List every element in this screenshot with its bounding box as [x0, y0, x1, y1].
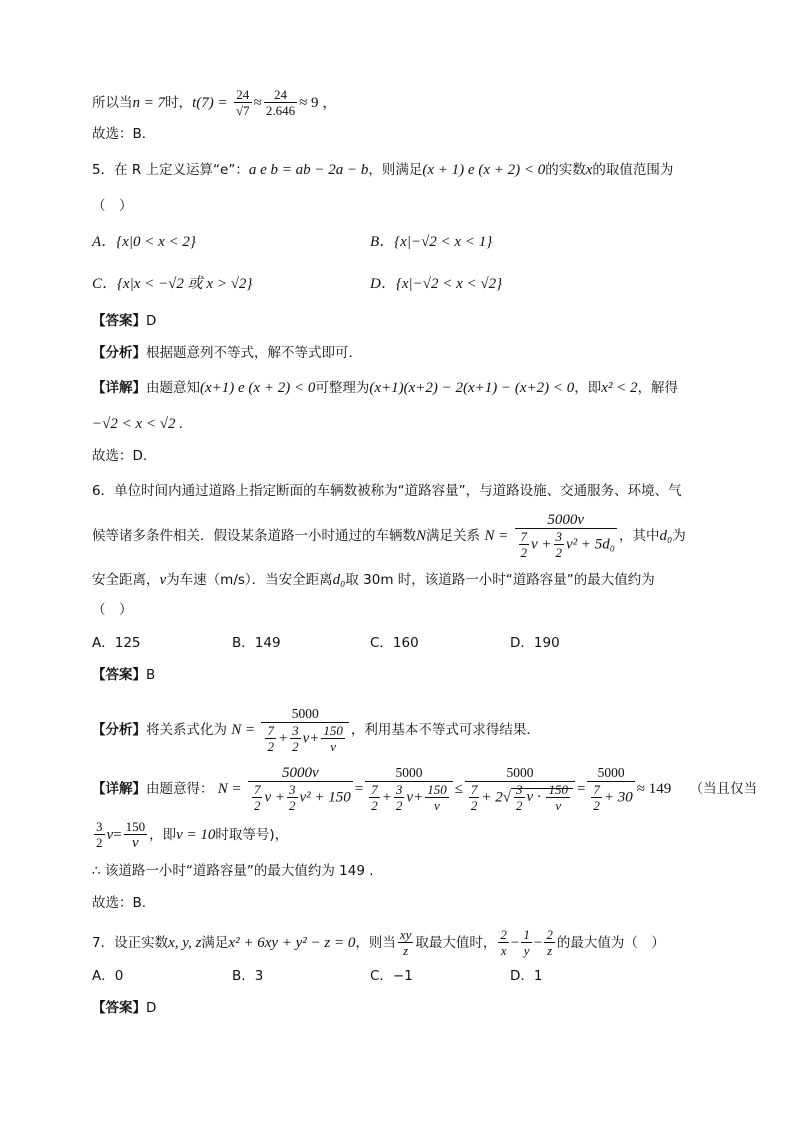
q7-option-b[interactable]: B．3 [232, 968, 264, 984]
q5-choose: 故选：D. [92, 448, 148, 464]
q6-stem-2: 候等诸多条件相关．假设某条道路一小时通过的车辆数N满足关系 N = 5000v $\frac{7}{2}$ v + $\frac{3}{2}$ v² + 5d₀ ，其中d₀为 [92, 512, 686, 560]
choose-line: 故选：B． [92, 126, 156, 142]
q6-option-d[interactable]: D．190 [510, 635, 560, 651]
q6-therefore: ∴ 该道路一小时“道路容量”的最大值约为 149 . [92, 863, 374, 879]
q7-answer: 【答案】D [92, 1000, 157, 1016]
q6-analysis: 【分析】将关系式化为 N = 5000 $\frac{7}{2}$ + $\frac{3}{2}$ v+ $\frac{150}{v}$ ，利用基本不等式可求得结果． [92, 706, 540, 754]
solution-line-t7 [92, 88, 337, 118]
analysis-formula: 5000 $\frac{7}{2}$ + $\frac{3}{2}$ v+ $\frac{150}{v}$ [261, 706, 348, 754]
detail-frac-3: 5000 $\frac{7}{2}$ + 2√ $\frac{3}{2}$ v · $\frac{150}{v}$ [465, 765, 575, 813]
q5-detail: 【详解】由题意知(x+1) e (x + 2) < 0可整理为(x+1)(x+2) − 2(x+1) − (x+2) < 0，即x² < 2，解得 [92, 380, 679, 396]
q6-answer: 【答案】B [92, 667, 156, 683]
q6-option-b[interactable]: B．149 [232, 635, 281, 651]
math: ≈ [253, 95, 262, 111]
detail-frac-4: 5000 $\frac{7}{2}$ + 30 [587, 765, 634, 813]
q7-option-d[interactable]: D．1 [510, 968, 543, 984]
detail-frac-1: 5000v $\frac{7}{2}$ v + $\frac{3}{2}$ v² + 150 [248, 765, 353, 813]
q7-option-a[interactable]: A．0 [92, 968, 124, 984]
q5-analysis: 【分析】根据题意列不等式，解不等式即可． [92, 345, 362, 361]
q5-option-d[interactable]: D．{x|−√2 < x < √2} [370, 276, 503, 292]
math: n = 7 [132, 95, 166, 111]
fraction: $\frac{24}{√7}$ [235, 87, 250, 118]
capacity-formula: 5000v $\frac{7}{2}$ v + $\frac{3}{2}$ v² + 5d₀ [515, 512, 618, 560]
q5-option-c[interactable]: C．{x|x < −√2 或 x > √2} [92, 276, 253, 292]
q6-stem-3: 安全距离，v为车速（m/s）．当安全距离d₀取 30m 时，该道路一小时“道路容量”的最大值约为 [92, 572, 655, 588]
q6-detail-cont: $\frac{3}{2}$ v= $\frac{150}{v}$ ，即v = 10时取等号)， [96, 819, 289, 851]
q5-detail-result: −√2 < x < √2 . [92, 416, 183, 432]
detail-frac-2: 5000 $\frac{7}{2}$ + $\frac{3}{2}$ v+ $\frac{150}{v}$ [365, 765, 452, 813]
q6-stem-1: 6．单位时间内通过道路上指定断面的车辆数被称为“道路容量”，与道路设施、交通服务、环境、气 [92, 483, 682, 499]
q5-stem: 5．在 R 上定义运算“e”：a e b = ab − 2a − b，则满足(x + 1) e (x + 2) < 0的实数x的取值范围为 [92, 162, 674, 178]
q5-option-b[interactable]: B．{x|−√2 < x < 1} [370, 234, 493, 250]
math: t(7) = [192, 95, 228, 111]
q5-answer: 【答案】D [92, 313, 157, 329]
q6-paren: （ ） [92, 602, 133, 618]
text: 所以当 [92, 95, 133, 111]
math: ≈ 9 ， [299, 95, 338, 111]
q5-paren: （ ） [92, 198, 133, 214]
q6-detail: 【详解】由题意得： N = 5000v $\frac{7}{2}$ v + $\frac{3}{2}$ v² + 150 = 5000 $\frac{7}{2}$ + $\frac{3}{2}$ v+ $\frac{150}{v}$ ≤ 5000 $\frac{7}{2}$ + 2√ $\frac{3}{2}$ v · $\frac{150}{v}$ = 5000 $\frac{7}{2}$ + 30 ≈ 149 （当且仅当 [92, 765, 758, 813]
q6-choose: 故选：B. [92, 895, 147, 911]
q7-option-c[interactable]: C．−1 [370, 968, 413, 984]
q6-option-a[interactable]: A．125 [92, 635, 141, 651]
fraction: $\frac{24}{2.646}$ [265, 87, 296, 118]
text: 时， [165, 95, 193, 111]
q7-stem: 7．设正实数x, y, z满足x² + 6xy + y² − z = 0，则当 $\frac{xy}{z}$ 取最大值时， $\frac{2}{x}$ − $\frac{1}{y}$ − $\frac{2}{z}$ 的最大值为（ ） [92, 927, 665, 958]
q5-option-a[interactable]: A．{x|0 < x < 2} [92, 234, 196, 250]
q6-option-c[interactable]: C．160 [370, 635, 419, 651]
